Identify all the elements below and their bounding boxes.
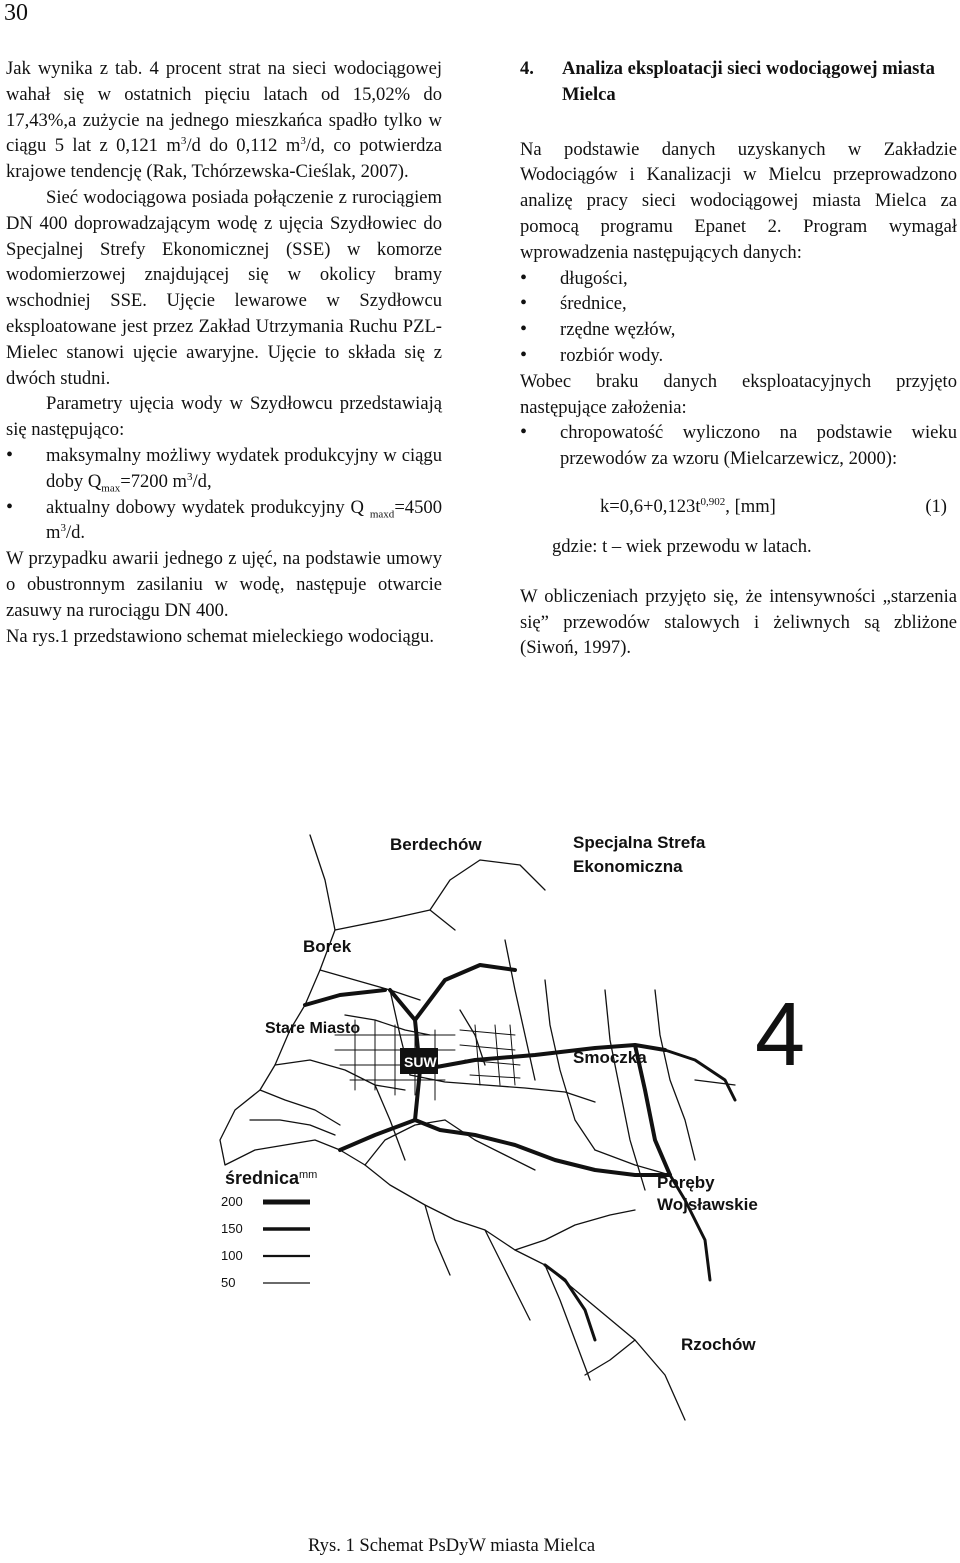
legend-unit: mm: [299, 1169, 318, 1181]
north-symbol: 4: [755, 985, 806, 1085]
map-label-borek: Borek: [303, 937, 352, 956]
list-item: • rzędne węzłów,: [520, 317, 957, 343]
paragraph-network-connection: Sieć wodociągowa posiada połączenie z rurociągiem DN 400 doprowadzającym wodę z ujęcia Szydłowiec do Specjalnej Strefy Ekonomicznej (SSE) w komorze wodomierzowej znajdującej się w okolicy bramy wschodniej SSE. Ujęcie lewarowe w Szydłowcu eksploatowane jest przez Zakład Utrzymania Ruchu PZL-Mielec stanowi ujęcie awaryjne. Ujęcie to składa się z dwóch studni.: [6, 186, 442, 389]
legend-value: 50: [221, 1275, 236, 1290]
legend-value: 100: [221, 1248, 243, 1263]
map-label-poreby-1: Poręby: [657, 1173, 715, 1192]
right-column: [520, 56, 957, 661]
thin-pipes: [220, 835, 735, 1420]
intake-parameters-list: [6, 443, 442, 546]
map-label-suw: SUW: [404, 1054, 437, 1070]
paragraph-analysis-intro: Na podstawie danych uzyskanych w Zakładzie Wodociągów i Kanalizacji w Mielcu przeprowadzono analizę pracy sieci wodociągowej miasta Mielca za pomocą programu Epanet 2. Program wymagał wprowadzenia następujących danych:: [520, 138, 957, 263]
assumptions-list: [520, 420, 957, 472]
map-label-rzochow: Rzochów: [681, 1335, 756, 1354]
formula-explanation: gdzie: t – wiek przewodu w latach.: [552, 535, 812, 557]
map-label-berdechow: Berdechów: [390, 835, 482, 854]
roughness-formula: $k=0,6+0,123t^{0,902}$, [mm] (1): [600, 495, 947, 517]
paragraph-aging: W obliczeniach przyjęto się, że intensywności „starzenia się” przewodów stalowych i żeliwnych są zbliżone (Siwoń, 1997).: [520, 585, 957, 659]
input-data-list: [520, 266, 957, 369]
left-column: [6, 56, 442, 649]
map-label-smoczka: Smoczka: [573, 1048, 647, 1067]
legend-value: 200: [221, 1194, 243, 1209]
map-label-stare-miasto: Stare Miasto: [265, 1020, 361, 1037]
paragraph-assumptions: Wobec braku danych eksploatacyjnych przyjęto następujące założenia:: [520, 370, 957, 418]
list-item: • chropowatość wyliczono na podstawie wieku przewodów za wzoru (Mielcarzewicz, 2000):: [520, 420, 957, 472]
map-label-sse-2: Ekonomiczna: [573, 857, 683, 876]
legend-value: 150: [221, 1221, 243, 1236]
list-item: • aktualny dobowy wydatek produkcyjny Q $_{maxd}$=4500 $m^3/d$.: [6, 495, 442, 547]
paragraph-intake-parameters: Parametry ujęcia wody w Szydłowcu przedstawiają się następująco:: [6, 393, 442, 441]
water-network-map: [215, 820, 806, 1520]
list-item: • rozbiór wody.: [520, 343, 957, 369]
map-label-sse-1: Specjalna Strefa: [573, 833, 706, 852]
list-item: • średnice,: [520, 291, 957, 317]
map-label-poreby-2: Wojsławskie: [657, 1195, 758, 1214]
list-item: • maksymalny możliwy wydatek produkcyjny w ciągu doby $Q_{max}=7200$ $m^3/d$,: [6, 443, 442, 495]
paragraph-failure: W przypadku awarii jednego z ujęć, na podstawie umowy o obustronnym zasilaniu w wodę, następuje otwarcie zasuwy na rurociągu DN 400.: [6, 548, 442, 621]
legend-title: średnica: [225, 1168, 300, 1188]
page-number: 30: [4, 0, 28, 26]
diameter-legend: [221, 1168, 317, 1290]
list-item: • długości,: [520, 266, 957, 292]
paragraph-loss-stats: Jak wynika z tab. 4 procent strat na sieci wodociągowej wahał się w ostatnich pięciu latach od 15,02% do 17,43%,a zużycie na jednego mieszkańca spadło tylko w ciągu 5 lat z 0,121 $m^3/d$ do 0,112 $m^3/d$, co potwierdza krajowe tendencję (Rak, Tchórzewska-Cieślak, 2007).: [6, 58, 442, 183]
figure-caption: Rys. 1 Schemat PsDyW miasta Mielca: [308, 1535, 596, 1556]
section-heading: 4. Analiza eksploatacji sieci wodociągowej miasta Mielca: [520, 58, 935, 105]
paragraph-figure-ref: Na rys.1 przedstawiono schemat mieleckiego wodociągu.: [6, 625, 435, 647]
main-pipes: [305, 965, 670, 1175]
